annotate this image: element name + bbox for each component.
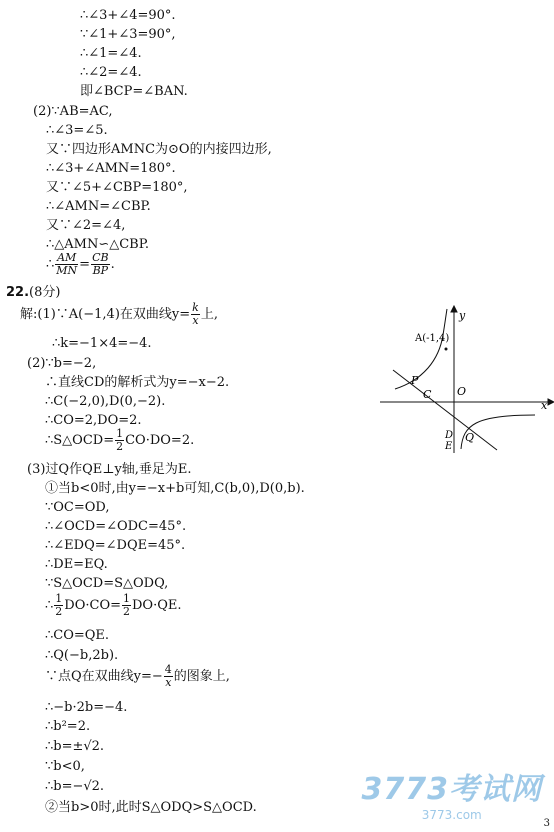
text-line: ∴b²=2. bbox=[45, 719, 91, 734]
text-line: ∴CO=2,DO=2. bbox=[45, 413, 142, 428]
fraction-half bbox=[54, 593, 63, 618]
text-line: ∴CO=QE. bbox=[45, 628, 110, 643]
fraction-numerator: 1 bbox=[123, 592, 130, 605]
text-line: ∴k=−1×4=−4. bbox=[52, 336, 152, 351]
solution-line bbox=[20, 302, 218, 328]
text-line: ∴∠3+∠AMN=180°. bbox=[46, 161, 176, 176]
fraction-numerator: 1 bbox=[55, 592, 63, 605]
area-line bbox=[45, 428, 194, 454]
label-y: y bbox=[459, 309, 466, 322]
solution-text: 解:(1)∵A(−1,4)在双曲线y= bbox=[20, 307, 191, 322]
fraction-numerator: AM bbox=[57, 251, 77, 264]
fraction-denominator: x bbox=[192, 314, 199, 327]
point-a bbox=[445, 348, 448, 351]
text-line: ∴∠2=∠4. bbox=[80, 65, 142, 80]
fraction-four-x bbox=[164, 664, 173, 689]
therefore-sign: ∴ bbox=[46, 257, 55, 272]
text-line: ∴b=−√2. bbox=[45, 779, 105, 794]
expression-left: DO·CO= bbox=[64, 598, 121, 613]
label-o: O bbox=[457, 385, 467, 398]
coordinate-figure bbox=[375, 305, 554, 455]
fraction-half bbox=[115, 428, 124, 453]
text-line: ∴∠EDQ=∠DQE=45°. bbox=[45, 538, 186, 553]
text-line: (2)∵AB=AC, bbox=[33, 104, 113, 119]
fraction-denominator: 2 bbox=[116, 440, 124, 453]
text-line: ∴∠3=∠5. bbox=[46, 123, 108, 138]
text-line: ②当b>0时,此时S△ODQ>S△OCD. bbox=[45, 800, 257, 815]
text-line: 又∵∠2=∠4, bbox=[46, 218, 126, 233]
label-q: Q bbox=[465, 431, 475, 444]
fraction-am-mn bbox=[55, 252, 78, 277]
solution-text: 上, bbox=[200, 307, 218, 322]
label-e: E bbox=[445, 441, 453, 452]
text-line: ∵S△OCD=S△ODQ, bbox=[45, 576, 169, 591]
fraction-half bbox=[122, 593, 131, 618]
fraction-k-x bbox=[191, 302, 200, 327]
text-line: ∴∠OCD=∠ODC=45°. bbox=[45, 519, 187, 534]
area-expression: CO·DO=2. bbox=[125, 433, 195, 448]
label-d: D bbox=[445, 430, 454, 441]
fraction-denominator: x bbox=[165, 676, 172, 689]
x-axis-arrow bbox=[548, 399, 554, 405]
question-number: 22. bbox=[6, 285, 30, 300]
statement-text: ∵点Q在双曲线y=− bbox=[45, 669, 163, 684]
ratio-line: ∴ $\frac{AM}{MN}$ = $\frac{CB}{BP}$ . bbox=[46, 251, 115, 277]
text-line: ∴∠AMN=∠CBP. bbox=[46, 199, 151, 214]
fraction-numerator: k bbox=[192, 301, 199, 314]
label-x: x bbox=[541, 399, 548, 412]
label-a: A(-1,4) bbox=[415, 333, 450, 344]
question-header bbox=[6, 285, 60, 301]
fraction-denominator: BP bbox=[92, 264, 109, 277]
statement-text: 的图象上, bbox=[173, 669, 230, 684]
text-line: ∴直线CD的解析式为y=−x−2. bbox=[45, 375, 230, 390]
text-line: ∵OC=OD, bbox=[45, 500, 110, 515]
text-line: ∴C(−2,0),D(0,−2). bbox=[45, 394, 166, 409]
equals-sign: = bbox=[79, 257, 91, 272]
text-line: ∵∠1+∠3=90°, bbox=[80, 27, 176, 42]
text-line: (3)过Q作QE⊥y轴,垂足为E. bbox=[27, 462, 192, 477]
label-c: C bbox=[423, 388, 432, 401]
watermark-url: 3773.com bbox=[421, 808, 482, 822]
fraction-denominator: 2 bbox=[55, 605, 63, 618]
text-line: ∴b=±√2. bbox=[45, 739, 105, 754]
text-line: ∴△AMN∽△CBP. bbox=[46, 237, 149, 252]
fraction-denominator: 2 bbox=[123, 605, 130, 618]
fraction-numerator: 1 bbox=[116, 427, 124, 440]
text-line: ∵b<0, bbox=[45, 759, 85, 774]
fraction-denominator: MN bbox=[56, 264, 78, 277]
area-label: ∴S△OCD= bbox=[45, 433, 115, 448]
hyperbola-line bbox=[45, 664, 230, 690]
text-line: ①当b<0时,由y=−x+b可知,C(b,0),D(0,b). bbox=[45, 481, 305, 496]
fraction-numerator: CB bbox=[92, 251, 109, 264]
label-p: P bbox=[411, 374, 419, 387]
fraction-cb-bp bbox=[91, 252, 110, 277]
text-line: ∴∠3+∠4=90°. bbox=[80, 8, 176, 23]
text-line: ∴∠1=∠4. bbox=[80, 46, 142, 61]
y-axis-arrow bbox=[451, 306, 457, 312]
therefore-sign: ∴ bbox=[45, 598, 54, 613]
fraction-numerator: 4 bbox=[164, 663, 172, 676]
expression-right: DO·QE. bbox=[132, 598, 182, 613]
question-score: (8分) bbox=[29, 285, 61, 300]
area-equation-line bbox=[45, 593, 182, 619]
text-line: 又∵∠5+∠CBP=180°, bbox=[46, 180, 188, 195]
text-line: (2)∵b=−2, bbox=[27, 356, 97, 371]
page-number: 3 bbox=[543, 818, 550, 829]
text-line: ∴Q(−b,2b). bbox=[45, 648, 119, 663]
watermark-logo bbox=[362, 764, 543, 822]
text-line: 又∵四边形AMNC为⊙O的内接四边形, bbox=[46, 142, 272, 157]
text-line: ∴DE=EQ. bbox=[45, 557, 108, 572]
watermark-brand: 3773考试网 bbox=[361, 772, 542, 807]
text-line: 即∠BCP=∠BAN. bbox=[80, 84, 188, 99]
text-line: ∴−b·2b=−4. bbox=[45, 700, 128, 715]
